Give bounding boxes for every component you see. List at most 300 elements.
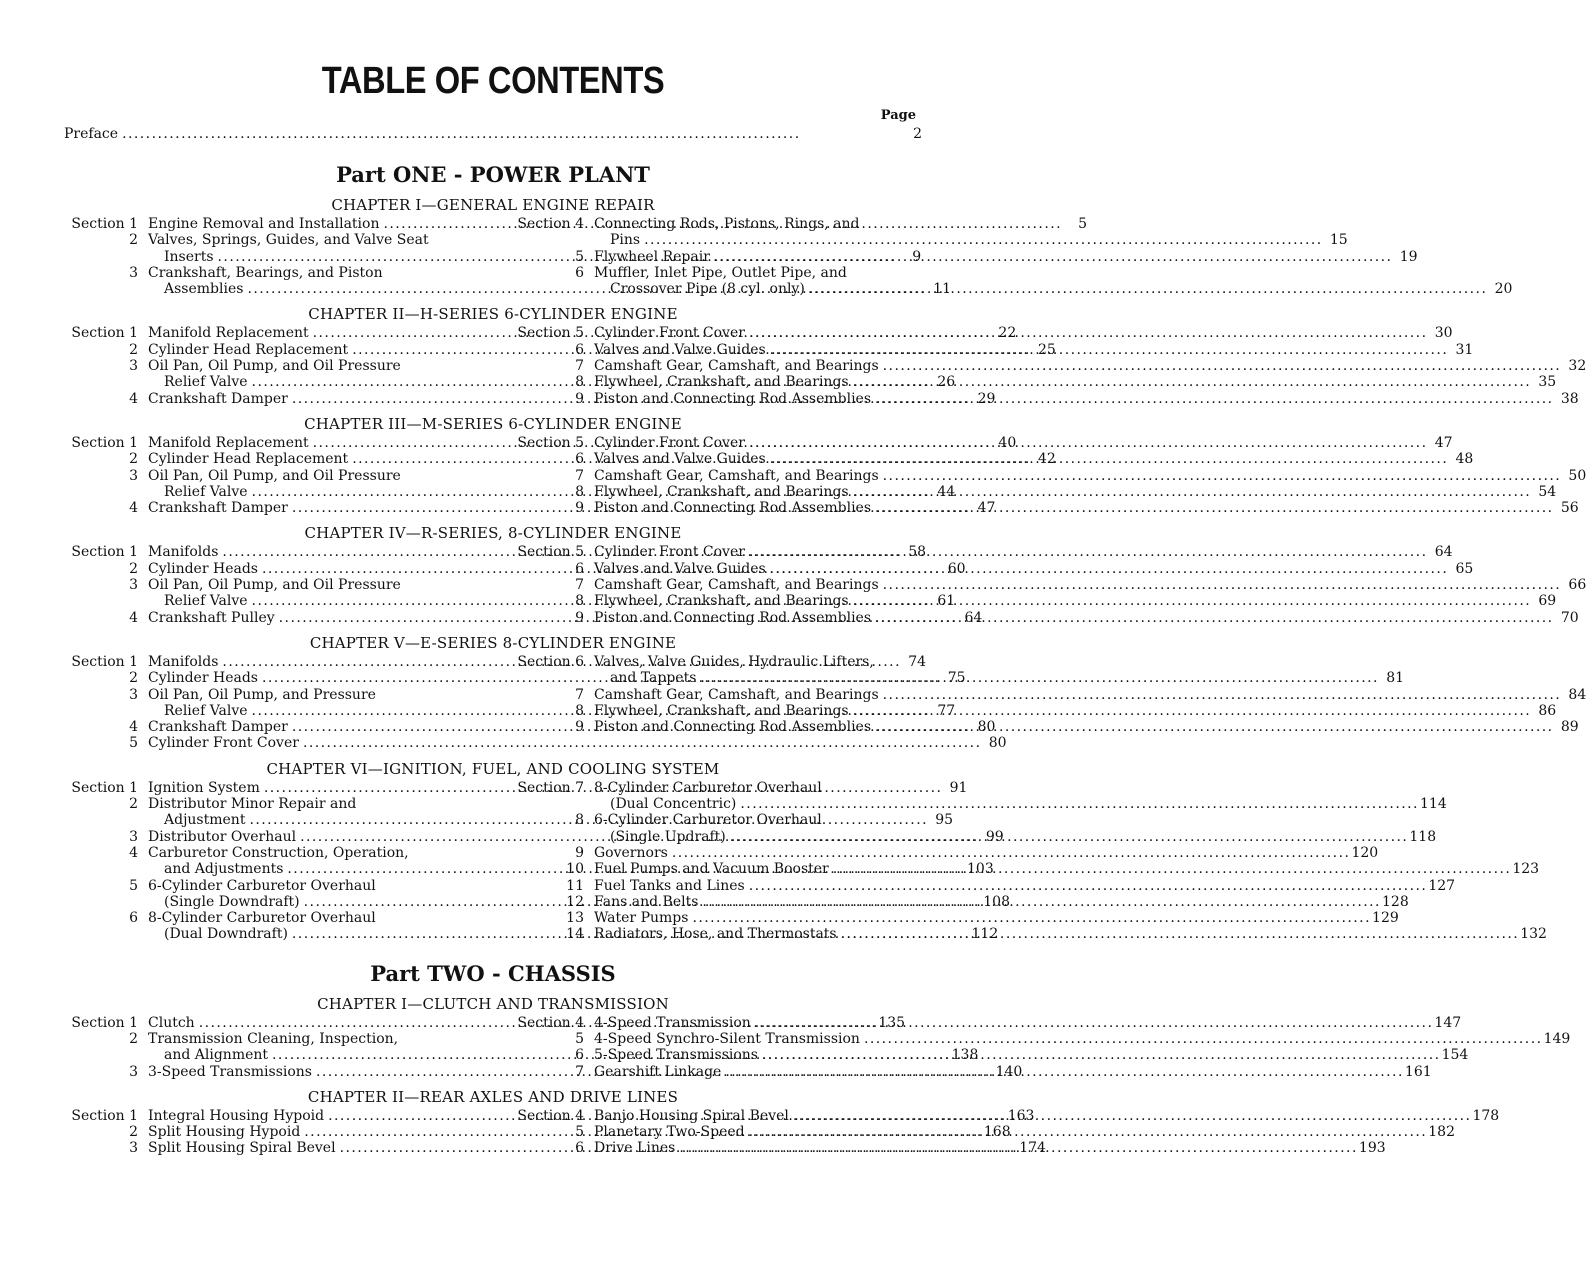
entry-line	[594, 1064, 1432, 1080]
page-column-label: Page	[880, 108, 916, 123]
entry-title: Distributor Minor Repair and	[148, 796, 357, 813]
entry-line	[594, 435, 1453, 451]
dot-leader	[725, 1064, 1401, 1080]
entry-title: Governors	[594, 844, 668, 861]
entry-title: Transmission Cleaning, Inspection,	[148, 1030, 399, 1047]
entry-title: Split Housing Hypoid	[148, 1124, 301, 1141]
entry-body	[594, 593, 1556, 609]
page-number: 29	[977, 390, 996, 407]
section-number: 4	[129, 500, 138, 517]
toc-entry	[510, 686, 1586, 703]
entry-body	[594, 861, 1539, 877]
entry-title: Crankshaft Damper	[148, 719, 288, 736]
chapter-section	[64, 633, 1586, 752]
toc-entry	[510, 248, 1418, 265]
entry-title: Adjustment	[164, 812, 246, 829]
entry-title: Crankshaft, Bearings, and Piston	[148, 264, 383, 281]
chapter-section	[64, 994, 1571, 1080]
dot-leader	[883, 358, 1559, 374]
entry-body	[594, 500, 1579, 516]
toc-entry	[510, 544, 1453, 561]
entry-body	[594, 910, 1399, 926]
entry-title: Flywheel Repair	[594, 248, 710, 265]
entry-title: Fans and Belts	[594, 893, 699, 910]
entry-title: Camshaft Gear, Camshaft, and Bearings	[594, 467, 879, 484]
section-number: Section 1	[71, 779, 138, 796]
dot-leader	[875, 610, 1551, 626]
section-number: 3	[129, 686, 138, 703]
dot-leader	[770, 342, 1446, 358]
entry-title: Fuel Pumps and Vacuum Booster	[594, 861, 829, 878]
dot-leader	[883, 687, 1559, 703]
section-number: Section 1	[71, 544, 138, 561]
dot-leader	[875, 391, 1551, 407]
entry-body	[594, 1031, 1570, 1047]
entry-title: Valves and Valve Guides	[594, 451, 766, 468]
entry-body	[594, 451, 1473, 467]
entry-line	[594, 670, 1404, 686]
page-number: 11	[933, 281, 952, 298]
page-title: TABLE OF CONTENTS	[321, 60, 665, 102]
entry-title: Oil Pan, Oil Pump, and Pressure	[148, 686, 376, 703]
entry-body	[594, 780, 1447, 813]
entry-line	[594, 544, 1453, 560]
entry-title: Camshaft Gear, Camshaft, and Bearings	[594, 686, 879, 703]
entry-title: Piston and Connecting Rod Assemblies	[594, 500, 872, 517]
page-number: 38	[1560, 390, 1579, 407]
section-number: 2	[129, 796, 138, 813]
entry-line	[594, 894, 1409, 910]
dot-leader	[762, 1047, 1438, 1063]
section-number: Section 1	[71, 434, 138, 451]
entry-body	[594, 391, 1579, 407]
page-number: 56	[1560, 500, 1579, 517]
chapter-body	[64, 1107, 1500, 1157]
page-number: 77	[937, 702, 956, 719]
chapter-title: CHAPTER IV—R-SERIES, 8-CYLINDER ENGINE	[304, 524, 682, 543]
page-number: 99	[985, 828, 1004, 845]
entry-title: Assemblies	[164, 281, 244, 298]
section-number: 3	[129, 358, 138, 375]
page-number: 154	[1441, 1047, 1469, 1064]
entry-body	[594, 484, 1556, 500]
page-number: 15	[1329, 232, 1348, 249]
chapter-title: CHAPTER I—GENERAL ENGINE REPAIR	[331, 196, 655, 214]
toc-entry	[510, 467, 1586, 484]
entry-title: Planetary Two-Speed	[594, 1124, 745, 1141]
section-number: 6	[575, 1140, 584, 1157]
section-number: Section 1	[71, 1014, 138, 1031]
section-number: 5	[129, 735, 138, 752]
entry-body	[594, 342, 1473, 358]
entry-line	[594, 500, 1579, 516]
entry-title: Cylinder Front Cover	[594, 544, 745, 561]
page-number: 32	[1568, 358, 1586, 375]
page-number: 103	[967, 861, 994, 878]
section-number: Section 1	[71, 325, 138, 342]
entry-title: (Single Updraft)	[610, 828, 726, 845]
entry-line	[594, 1015, 1461, 1031]
page-number: 40	[998, 434, 1017, 451]
page-number: 48	[1455, 451, 1474, 468]
entry-title: 8-Cylinder Carburetor Overhaul	[594, 779, 822, 796]
section-number: 2	[129, 1124, 138, 1141]
entry-title: Flywheel, Crankshaft, and Bearings	[594, 702, 849, 719]
entry-title: Cylinder Heads	[148, 670, 258, 687]
entry-title: 6-Cylinder Carburetor Overhaul	[594, 812, 822, 829]
dot-leader	[853, 703, 1529, 719]
toc-entry	[64, 735, 1007, 752]
page-number: 140	[995, 1063, 1023, 1080]
section-number: Section 4	[517, 1014, 584, 1031]
entry-title: Distributor Overhaul	[148, 828, 297, 845]
entry-title: Ignition System	[148, 779, 260, 796]
entry-body	[594, 1015, 1461, 1031]
entry-title: Cylinder Head Replacement	[148, 451, 349, 468]
chapter-section	[64, 524, 1586, 626]
section-number: Section 1	[71, 216, 138, 232]
dot-leader	[809, 281, 1485, 297]
chapter-title: CHAPTER V—E-SERIES 8-CYLINDER ENGINE	[309, 633, 677, 652]
page-number: 112	[971, 926, 999, 943]
preface-page: 2	[913, 126, 922, 142]
entry-body	[594, 1140, 1386, 1156]
page-number: 89	[1560, 719, 1579, 736]
entry-title: Inserts	[164, 248, 214, 265]
section-number: Section 5	[517, 434, 584, 451]
section-number: 7	[575, 358, 584, 375]
section-number: 8	[575, 812, 584, 829]
chapter-body	[64, 544, 1586, 626]
dot-leader	[833, 861, 1509, 877]
page-number: 127	[1428, 877, 1456, 894]
page-number: 193	[1358, 1140, 1386, 1157]
section-number: 5	[575, 1030, 584, 1047]
section-number: 7	[575, 577, 584, 594]
entry-title: Fuel Tanks and Lines	[594, 877, 745, 894]
section-number: Section 1	[71, 1107, 138, 1124]
dot-leader	[770, 561, 1446, 577]
section-number: 14	[566, 926, 584, 943]
page-number: 47	[1434, 434, 1453, 451]
entry-line	[594, 780, 1447, 796]
entry-title: Relief Valve	[164, 374, 248, 391]
page-number: 135	[878, 1014, 906, 1031]
dot-leader	[749, 1124, 1425, 1140]
entry-body	[594, 1124, 1455, 1140]
entry-line	[594, 358, 1586, 374]
chapter-title: CHAPTER III—M-SERIES 6-CYLINDER ENGINE	[304, 414, 682, 433]
page-number: 30	[1434, 325, 1453, 342]
toc-entry	[510, 577, 1586, 594]
section-number: 11	[566, 877, 584, 894]
entry-line	[594, 374, 1556, 390]
chapter-body	[64, 779, 1547, 943]
section-number: 3	[129, 828, 138, 845]
section-number: 2	[129, 670, 138, 687]
section-number: 3	[129, 264, 138, 281]
page-number: 31	[1455, 341, 1474, 358]
dot-leader	[883, 468, 1559, 484]
chapter-body	[64, 1014, 1571, 1080]
section-number: 2	[129, 451, 138, 468]
entry-title: Valves and Valve Guides	[594, 341, 766, 358]
dot-leader	[672, 845, 1348, 861]
chapter-body	[64, 216, 1513, 298]
entry-title: Piston and Connecting Rod Assemblies	[594, 609, 872, 626]
entry-body	[594, 812, 1436, 845]
section-number: 9	[575, 390, 584, 407]
entry-line	[594, 561, 1473, 577]
entry-body	[594, 687, 1586, 703]
entry-line	[594, 878, 1455, 894]
entry-line	[594, 861, 1539, 877]
section-number: Section 5	[517, 325, 584, 342]
section-number: Section 6	[517, 653, 584, 670]
section-number: 3	[129, 577, 138, 594]
chapter-body	[64, 653, 1586, 752]
section-number: 6	[129, 910, 138, 927]
dot-leader	[883, 577, 1559, 593]
page-number: 54	[1538, 483, 1557, 500]
page-number: 81	[1386, 670, 1405, 687]
section-number: Section 7	[517, 779, 584, 796]
entry-body	[594, 577, 1586, 593]
entry-line	[594, 1140, 1386, 1156]
entry-line	[594, 593, 1556, 609]
entry-line	[594, 1108, 1499, 1124]
dot-leader	[793, 1108, 1469, 1124]
section-number: 4	[129, 609, 138, 626]
entry-title: (Single Downdraft)	[164, 893, 300, 910]
entry-title: Oil Pan, Oil Pump, and Oil Pressure	[148, 467, 401, 484]
section-number: 2	[129, 341, 138, 358]
dot-leader	[749, 435, 1425, 451]
page-number: 86	[1538, 702, 1557, 719]
dot-leader	[714, 249, 1390, 265]
toc-entry	[510, 216, 1348, 249]
dot-leader	[755, 1015, 1431, 1031]
entry-title: Oil Pan, Oil Pump, and Oil Pressure	[148, 577, 401, 594]
entry-title: Oil Pan, Oil Pump, and Oil Pressure	[148, 358, 401, 375]
page-number: 129	[1372, 910, 1399, 927]
page-number: 5	[1078, 216, 1088, 232]
entry-title: Carburetor Construction, Operation,	[148, 844, 409, 861]
part-title: Part TWO - CHASSIS	[370, 960, 616, 986]
page-number: 64	[964, 609, 983, 626]
entry-title: Manifold Replacement	[148, 325, 309, 342]
toc-entry	[510, 844, 1379, 861]
page-number: 163	[1007, 1107, 1035, 1124]
section-number: 8	[575, 483, 584, 500]
page-number: 69	[1538, 593, 1557, 610]
dot-leader	[702, 894, 1378, 910]
entry-title: Connecting Rods, Pistons, Rings, and	[594, 216, 860, 232]
page-number: 19	[1399, 248, 1418, 265]
entry-title: Crankshaft Pulley	[148, 609, 275, 626]
chapter-section	[64, 414, 1586, 517]
entry-body	[594, 435, 1453, 451]
entry-line	[594, 451, 1473, 467]
section-number: 4	[129, 844, 138, 861]
entry-line	[594, 342, 1473, 358]
entry-body	[594, 926, 1547, 942]
entry-body	[594, 703, 1556, 719]
section-number: Section 4	[517, 1107, 584, 1124]
entry-title: Camshaft Gear, Camshaft, and Bearings	[594, 358, 879, 375]
entry-title: Piston and Connecting Rod Assemblies	[594, 390, 872, 407]
entry-line	[594, 829, 1436, 845]
entry-title: 4-Speed Synchro-Silent Transmission	[594, 1030, 860, 1047]
dot-leader	[875, 500, 1551, 516]
section-number: 3	[129, 1063, 138, 1080]
page-number: 25	[1037, 341, 1056, 358]
section-number: 9	[575, 500, 584, 517]
entry-body	[594, 468, 1586, 484]
toc-entry	[510, 1030, 1571, 1047]
section-number: 3	[129, 1140, 138, 1157]
page-number: 44	[937, 483, 956, 500]
page-number: 182	[1428, 1124, 1455, 1141]
section-number: 9	[575, 844, 584, 861]
entry-title: Cylinder Head Replacement	[148, 341, 349, 358]
entry-title: Cylinder Front Cover	[148, 735, 299, 752]
entry-title: (Dual Concentric)	[610, 796, 737, 813]
page-number: 168	[983, 1124, 1011, 1141]
dot-leader	[644, 232, 1320, 248]
entry-title: Valves, Springs, Guides, and Valve Seat	[148, 232, 429, 249]
dot-leader	[749, 325, 1425, 341]
entry-body	[594, 249, 1418, 265]
page-number: 20	[1494, 281, 1513, 298]
chapter-section	[64, 759, 1547, 943]
dot-leader	[679, 1140, 1355, 1156]
chapter-title: CHAPTER I—CLUTCH AND TRANSMISSION	[317, 994, 669, 1013]
entry-line	[594, 1124, 1455, 1140]
entry-line	[594, 232, 1348, 248]
toc-entry	[510, 910, 1399, 927]
chapter-title: CHAPTER II—H-SERIES 6-CYLINDER ENGINE	[308, 305, 678, 324]
dot-leader	[740, 796, 1416, 812]
entry-line	[594, 281, 1512, 297]
entry-title: and Tappets	[610, 670, 697, 687]
entry-title: 8-Cylinder Carburetor Overhaul	[148, 910, 376, 927]
dot-leader	[749, 878, 1425, 894]
section-number: 9	[575, 609, 584, 626]
dot-leader	[853, 593, 1529, 609]
entry-body	[594, 325, 1453, 341]
entry-line	[594, 216, 1348, 232]
entry-title: Flywheel, Crankshaft, and Bearings	[594, 483, 849, 500]
section-number: 9	[575, 719, 584, 736]
page-number: 58	[908, 544, 927, 561]
entry-title: Muffler, Inlet Pipe, Outlet Pipe, and	[594, 264, 847, 281]
entry-title: Radiators, Hose, and Thermostats	[594, 926, 837, 943]
chapter-body	[64, 434, 1586, 517]
entry-line	[594, 910, 1399, 926]
page-number: 161	[1404, 1063, 1432, 1080]
page-number: 84	[1568, 686, 1586, 703]
section-number: 6	[575, 451, 584, 468]
page-number: 50	[1568, 467, 1586, 484]
entry-title: Crankshaft Damper	[148, 500, 288, 517]
section-number: 8	[575, 702, 584, 719]
entry-title: Gearshift Linkage	[594, 1063, 722, 1080]
entry-line	[594, 796, 1447, 812]
part-title: Part ONE - POWER PLANT	[336, 162, 650, 187]
entry-title: Engine Removal and Installation	[148, 216, 380, 232]
dot-leader	[841, 926, 1517, 942]
entry-body	[594, 544, 1453, 560]
entry-title: Relief Valve	[164, 593, 248, 610]
entry-body	[594, 358, 1586, 374]
page-number: 61	[937, 593, 956, 610]
entry-title: Pins	[610, 232, 641, 249]
page-number: 65	[1455, 560, 1474, 577]
section-number: 5	[575, 248, 584, 265]
page-number: 74	[908, 653, 927, 670]
section-number: 2	[129, 560, 138, 577]
entry-title: Drive Lines	[594, 1140, 676, 1157]
entry-line	[594, 577, 1586, 593]
page-number: 9	[912, 248, 922, 265]
entry-title: Crossover Pipe (8 cyl. only)	[610, 281, 805, 298]
section-number: 6	[575, 341, 584, 358]
entry-line	[594, 265, 1512, 281]
entry-line	[594, 687, 1586, 703]
entry-line	[594, 926, 1547, 942]
section-number: 2	[129, 1030, 138, 1047]
section-number: 6	[575, 264, 584, 281]
entry-body	[594, 610, 1579, 626]
page-number: 64	[1434, 544, 1453, 561]
entry-body	[594, 878, 1455, 894]
section-number: Section 1	[71, 653, 138, 670]
section-number: 4	[129, 719, 138, 736]
page-number: 174	[1019, 1140, 1046, 1157]
entry-title: and Adjustments	[164, 861, 284, 878]
entry-line	[594, 391, 1579, 407]
dot-leader	[122, 126, 909, 142]
entry-title: 4-Speed Transmission	[594, 1014, 751, 1031]
page-number: 123	[1512, 861, 1540, 878]
page-number: 128	[1382, 893, 1409, 910]
entry-title: Camshaft Gear, Camshaft, and Bearings	[594, 577, 879, 594]
entry-title: 3-Speed Transmissions	[148, 1063, 312, 1080]
entry-line	[594, 812, 1436, 828]
section-number: 2	[129, 232, 138, 249]
entry-line	[594, 325, 1453, 341]
page-number: 95	[935, 812, 954, 829]
entry-line	[594, 1047, 1468, 1063]
entry-body	[594, 561, 1473, 577]
entry-title: Banjo Housing Spiral Bevel	[594, 1107, 789, 1124]
entry-title: Valves, Valve Guides, Hydraulic Lifters,	[594, 653, 874, 670]
entry-title: Crankshaft Damper	[148, 390, 288, 407]
entry-body	[594, 719, 1579, 735]
dot-leader	[853, 484, 1529, 500]
entry-body	[594, 1064, 1432, 1080]
dot-leader	[700, 670, 1376, 686]
page-number: 178	[1472, 1107, 1500, 1124]
chapter-title: CHAPTER II—REAR AXLES AND DRIVE LINES	[307, 1087, 679, 1106]
entry-title: Relief Valve	[164, 702, 248, 719]
page-number: 80	[988, 735, 1007, 752]
entry-title: Cylinder Heads	[148, 560, 258, 577]
section-number: 6	[575, 560, 584, 577]
dot-leader	[730, 829, 1406, 845]
section-number: Section 5	[517, 544, 584, 561]
